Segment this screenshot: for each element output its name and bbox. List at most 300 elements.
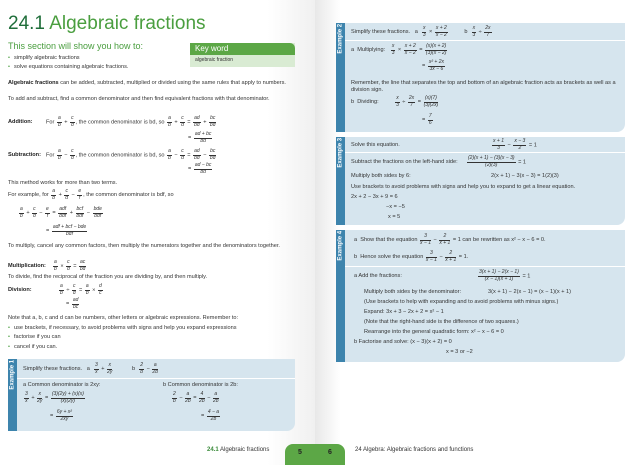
key-word-box — [190, 43, 295, 67]
denominator: (2)(3) — [485, 161, 498, 168]
math-text: Simplify these fractions. a — [23, 365, 93, 372]
fraction — [19, 207, 24, 219]
numerator: (x)(x + 2) — [426, 43, 447, 49]
fraction — [426, 251, 437, 263]
numerator: c — [71, 115, 74, 121]
denominator: bc — [72, 303, 79, 310]
numerator: bc — [210, 148, 216, 154]
step: a Add the fractions: — [354, 272, 402, 279]
denominator: b — [54, 265, 57, 272]
fraction — [404, 44, 417, 56]
example-label: Example 2 — [336, 23, 343, 54]
numerator: 3 — [25, 391, 28, 397]
fraction — [391, 44, 396, 56]
numerator: a — [168, 115, 171, 121]
denominator: x − 1 — [425, 256, 437, 263]
numerator: 3 — [426, 251, 437, 258]
math-text: − — [85, 209, 92, 216]
numerator: a — [214, 391, 218, 397]
key-word-heading: Key word — [190, 43, 295, 55]
math-text: × — [90, 287, 97, 294]
math-text: − — [69, 191, 77, 198]
reminder: • cancel if you can. — [8, 344, 298, 351]
formula: 3(x + 1) − 2(x − 1) = (x − 1)(x + 1) — [488, 289, 572, 295]
numerator: 4 — [200, 391, 204, 397]
fraction — [79, 260, 86, 272]
fraction — [85, 284, 90, 296]
denominator: (x)(2y) — [60, 397, 76, 404]
numerator: (2)(x + 1) − (3)(x − 3) — [468, 155, 515, 161]
numerator: a — [52, 188, 56, 194]
step: Rearrange into the general quadratic form: x² − x − 6 = 0 — [364, 329, 504, 335]
numerator: 2 — [439, 234, 450, 241]
math-text: = 1. — [457, 253, 469, 260]
fraction — [408, 96, 415, 108]
numerator: 2 — [173, 391, 176, 397]
page-footer: 24 Algebra: Algebraic fractions and functions — [355, 447, 474, 453]
formula — [171, 391, 290, 405]
formula — [466, 156, 526, 168]
denominator: 3 — [422, 31, 426, 38]
numerator: d — [99, 283, 102, 289]
denominator: 2b — [199, 397, 205, 404]
denominator: x − 2 — [435, 31, 447, 38]
math-text: − — [37, 209, 45, 216]
fraction — [445, 251, 456, 263]
label: Subtraction: — [8, 151, 41, 158]
denominator: bdf — [59, 212, 67, 219]
math-text: = — [50, 412, 55, 419]
question — [354, 250, 620, 264]
denominator: 2y — [107, 368, 113, 375]
fraction — [439, 234, 450, 246]
paragraph: To divide, find the reciprocal of the fraction you are dividing by, and then multiply. — [8, 274, 208, 280]
math-text: b Dividing: — [351, 98, 395, 105]
numerator: 6y + x² — [56, 409, 72, 415]
numerator: x — [108, 362, 111, 368]
step: Multiply both sides by 6: — [351, 173, 411, 179]
page-title — [8, 12, 206, 36]
formula — [18, 206, 308, 220]
math-text: = — [417, 46, 425, 53]
section-number: 24.1 — [8, 13, 45, 34]
denominator: 2b — [152, 368, 158, 375]
step: Subtract the fractions on the left-hand side: — [351, 158, 458, 165]
fraction — [72, 284, 77, 296]
denominator: bd — [194, 154, 200, 161]
math-text: = — [422, 116, 427, 123]
math-text: − — [205, 394, 213, 401]
denominator: 3 — [391, 49, 395, 56]
formula: −x = −5 — [386, 204, 405, 210]
fraction — [478, 270, 520, 282]
math-text: = — [71, 263, 79, 270]
fraction — [467, 156, 516, 168]
numerator: ad — [194, 115, 200, 121]
fraction — [72, 298, 80, 310]
fraction — [98, 284, 103, 296]
denominator: bd — [200, 168, 206, 175]
math-text: ÷ — [477, 28, 484, 35]
page-number: 6 — [315, 444, 345, 465]
numerator: a — [54, 259, 57, 265]
fraction — [395, 96, 400, 108]
numerator: x — [422, 25, 426, 31]
text: can be added, subtracted, multiplied or divided using the same rules that apply to numbers. — [58, 80, 286, 86]
example-4-box — [336, 230, 625, 362]
fraction — [199, 392, 205, 404]
fraction — [56, 410, 73, 422]
fraction — [24, 392, 29, 404]
formula — [52, 260, 87, 272]
numerator: a — [186, 391, 190, 397]
formula: 2x + 2 − 3x + 9 = 6 — [351, 194, 398, 200]
numerator: c — [33, 206, 36, 212]
fraction — [94, 363, 99, 375]
fraction — [107, 363, 112, 375]
denominator: bdf — [76, 212, 84, 219]
paragraph — [8, 188, 298, 202]
numerator: 2 — [140, 362, 144, 368]
fraction — [152, 363, 158, 375]
numerator: 2 — [445, 251, 456, 258]
math-text: = 1 — [520, 273, 531, 280]
math-text: = — [66, 300, 71, 307]
fraction — [51, 392, 85, 404]
denominator: b — [60, 289, 63, 296]
fraction — [57, 149, 62, 161]
fraction — [424, 96, 439, 108]
numerator: x + 2 — [404, 43, 416, 49]
denominator: c — [99, 289, 102, 296]
math-text: = 1 — [527, 142, 537, 149]
bold-term: Algebraic fractions — [8, 80, 59, 86]
question — [351, 25, 620, 39]
formula: 2(x + 1) − 3(x − 3) = 1(2)(3) — [491, 173, 559, 179]
math-text: = — [185, 152, 193, 159]
math-text: ÷ — [400, 98, 407, 105]
math-text: × — [396, 46, 403, 53]
fraction — [167, 116, 172, 128]
formula: x = 5 — [388, 214, 401, 220]
numerator: c — [181, 115, 184, 121]
fraction — [76, 207, 85, 219]
math-text: = — [46, 227, 51, 234]
fraction — [93, 207, 103, 219]
numerator: x — [38, 391, 42, 397]
denominator: bd — [200, 137, 206, 144]
example-label: Example 3 — [336, 137, 343, 168]
fraction — [213, 392, 219, 404]
denominator: x — [95, 368, 98, 375]
formula — [201, 409, 290, 423]
numerator: 3(x + 1) − 2(x − 1) — [479, 269, 519, 275]
example-2-box — [336, 23, 625, 132]
fraction — [51, 189, 56, 201]
denominator: bd — [194, 121, 200, 128]
numerator: 7 — [428, 113, 432, 119]
numerator: adf — [59, 206, 67, 212]
fraction — [428, 114, 433, 126]
objectives-list — [8, 55, 128, 74]
numerator: adf + bcf − bde — [52, 224, 87, 230]
fraction — [66, 260, 71, 272]
math-text: − — [201, 152, 209, 159]
numerator: (3)(2y) + (x)(x) — [51, 391, 84, 397]
denominator: bd — [79, 265, 86, 272]
denominator: 7 — [410, 101, 413, 108]
step: (Use brackets to help with expanding and to avoid problems with minus signs.) — [364, 299, 559, 305]
paragraph — [8, 80, 298, 87]
math-text: + — [29, 394, 37, 401]
formula — [66, 297, 356, 311]
denominator: 6 — [428, 119, 432, 126]
key-word: algebraic fraction — [195, 57, 234, 63]
numerator: 4 − a — [207, 409, 220, 415]
numerator: c — [67, 259, 70, 265]
fraction — [484, 26, 491, 38]
denominator: x − 1 — [420, 239, 431, 246]
math-text: + — [57, 191, 64, 198]
denominator: d — [65, 194, 69, 201]
numerator: x² + 2x — [428, 59, 444, 65]
numerator: a — [57, 115, 61, 121]
numerator: x — [472, 25, 476, 31]
numerator: e — [78, 188, 82, 194]
math-text: b Hence solve the equation — [354, 253, 425, 260]
step: b Factorise and solve: (x − 3)(x + 2) = 0 — [354, 339, 452, 345]
denominator: bd — [209, 121, 216, 128]
math-text: , the common denominator is bdf, so — [83, 191, 174, 198]
formula — [46, 224, 336, 238]
paragraph: Note that a, b, c and d can be numbers, other letters or algebraic expressions. Remember to: — [8, 315, 239, 321]
page-footer — [207, 447, 269, 455]
denominator: 3 — [497, 144, 500, 151]
fraction — [492, 139, 505, 151]
formula — [422, 113, 620, 127]
paragraph: To add and subtract, find a common denominator and then find equivalent fractions with that denominator. — [8, 96, 270, 102]
numerator: a — [20, 206, 23, 212]
numerator: a — [85, 283, 89, 289]
denominator: b — [20, 212, 23, 219]
numerator: x — [391, 43, 395, 49]
example-1-box — [8, 359, 295, 431]
formula — [422, 59, 620, 73]
denominator: d — [181, 121, 184, 128]
denominator: 3 — [396, 101, 399, 108]
denominator: b — [168, 154, 171, 161]
fraction — [64, 189, 69, 201]
denominator: f — [46, 212, 49, 219]
denominator: bdf — [66, 230, 73, 237]
footer-title: Algebraic fractions — [218, 447, 270, 453]
denominator: x + 1 — [445, 256, 457, 263]
numerator: 3 — [94, 362, 98, 368]
math-text: For example, for — [8, 191, 51, 198]
math-text: + — [172, 119, 180, 126]
math-text: a Show that the equation — [354, 236, 419, 243]
fraction — [209, 149, 216, 161]
fraction — [185, 392, 191, 404]
denominator: b — [52, 194, 56, 201]
fraction — [428, 60, 445, 72]
fraction — [139, 363, 144, 375]
math-text: For — [46, 119, 56, 126]
math-text: = 1 can be rewritten as x² − x − 6 = 0. — [451, 236, 546, 243]
note: Remember, the line that separates the top and bottom of an algebraic fraction acts as brackets as well as a division sign. — [351, 80, 616, 93]
example-label-strip — [336, 230, 345, 362]
denominator: 2xy — [60, 415, 69, 422]
example-3-box — [336, 137, 625, 225]
fraction — [167, 149, 172, 161]
fraction — [422, 26, 427, 38]
math-text: = — [188, 165, 193, 172]
math-text: + — [68, 209, 75, 216]
numerator: bcf — [76, 206, 84, 212]
denominator: b — [85, 289, 89, 296]
page-number: 5 — [285, 444, 315, 465]
numerator: ad − bc — [194, 162, 212, 168]
denominator: (x − 1)(x + 1) — [484, 275, 514, 282]
math-text: = — [188, 134, 193, 141]
formula — [46, 149, 217, 161]
denominator: b — [57, 154, 61, 161]
denominator: 3x − 6 — [429, 65, 444, 72]
denominator: 7 — [486, 31, 490, 38]
numerator: 2x — [485, 25, 491, 31]
formula — [351, 95, 620, 109]
example-label-strip — [8, 359, 17, 431]
numerator: x + 1 — [493, 138, 504, 144]
fraction — [58, 207, 67, 219]
question — [354, 233, 620, 247]
label: Division: — [8, 286, 32, 293]
numerator: bc — [210, 115, 216, 121]
formula — [46, 116, 217, 128]
denominator: x − 2 — [404, 49, 416, 56]
denominator: b — [57, 121, 61, 128]
question — [23, 362, 290, 376]
numerator: e — [46, 206, 49, 212]
denominator: 3 — [472, 31, 476, 38]
subtitle: This section will show you how to: — [8, 41, 144, 51]
denominator: d — [33, 212, 36, 219]
fraction — [172, 392, 177, 404]
example-label: Example 1 — [8, 359, 15, 390]
fraction — [472, 26, 477, 38]
numerator: x − 3 — [514, 138, 526, 144]
fraction — [425, 44, 447, 56]
denominator: 2 — [518, 144, 522, 151]
denominator: x + 1 — [439, 239, 451, 246]
math-text: b — [448, 28, 471, 35]
numerator: c — [181, 148, 184, 154]
objective: • simplify algebraic fractions — [8, 55, 128, 62]
numerator: c — [71, 148, 74, 154]
numerator: a — [153, 362, 157, 368]
fraction — [52, 225, 87, 237]
fraction — [59, 284, 64, 296]
label: Addition: — [8, 118, 33, 125]
step: Expand: 3x + 3 − 2x + 2 = x² − 1 — [364, 309, 444, 315]
math-text: − — [431, 236, 439, 243]
formula — [58, 284, 104, 296]
numerator: ad — [194, 148, 200, 154]
fraction — [209, 116, 216, 128]
example-label-strip — [336, 23, 345, 132]
math-text: a Multiplying: — [351, 46, 390, 53]
numerator: bde — [93, 206, 102, 212]
math-text: = — [185, 119, 193, 126]
formula — [491, 139, 537, 151]
numerator: 2x — [408, 95, 415, 101]
math-text: + — [24, 209, 32, 216]
math-text: = 1 — [516, 159, 527, 166]
math-text: For — [46, 152, 56, 159]
numerator: x + 2 — [435, 25, 447, 31]
denominator: b — [173, 397, 176, 404]
reminder: • factorise if you can — [8, 334, 298, 341]
fraction — [180, 149, 185, 161]
math-text: + — [99, 365, 107, 372]
numerator: a — [57, 148, 61, 154]
fraction — [193, 116, 201, 128]
math-text: − — [145, 365, 152, 372]
fraction — [207, 410, 220, 422]
fraction — [37, 392, 42, 404]
right-page — [315, 0, 630, 465]
denominator: 2b — [210, 415, 217, 422]
fraction — [194, 132, 213, 144]
fraction — [53, 260, 58, 272]
fraction — [193, 149, 201, 161]
math-text: = — [191, 394, 199, 401]
math-text: = — [50, 209, 58, 216]
step: (Note that the right-hand side is the difference of two squares.) — [364, 319, 519, 325]
fraction — [32, 207, 37, 219]
denominator: (3)(x − 2) — [425, 49, 447, 56]
denominator: d — [67, 265, 70, 272]
denominator: b — [140, 368, 144, 375]
fraction — [420, 234, 431, 246]
example-label: Example 4 — [336, 230, 343, 261]
denominator: d — [181, 154, 184, 161]
question: Solve this equation. — [351, 141, 400, 148]
math-text: − — [172, 152, 180, 159]
solution-heading: b Common denominator is 2b: — [163, 382, 238, 388]
fraction — [180, 116, 185, 128]
math-text: × — [58, 263, 66, 270]
answer: x = 3 or −2 — [446, 349, 473, 355]
footer-section: 24.1 — [207, 447, 219, 453]
numerator: ad — [72, 297, 79, 303]
numerator: ac — [80, 259, 86, 265]
denominator: 2b — [185, 397, 191, 404]
math-text: × — [427, 28, 434, 35]
math-text: − — [62, 152, 70, 159]
fraction — [435, 26, 448, 38]
formula — [351, 43, 620, 57]
numerator: (x)(7) — [424, 95, 437, 101]
denominator: bd — [209, 154, 216, 161]
numerator: c — [72, 283, 76, 289]
solution-heading: a Common denominator is 2xy: — [23, 382, 101, 388]
numerator: ad + bc — [194, 131, 212, 137]
math-text: = — [201, 412, 206, 419]
denominator: d — [70, 121, 74, 128]
numerator: x — [396, 95, 399, 101]
denominator: d — [70, 154, 74, 161]
